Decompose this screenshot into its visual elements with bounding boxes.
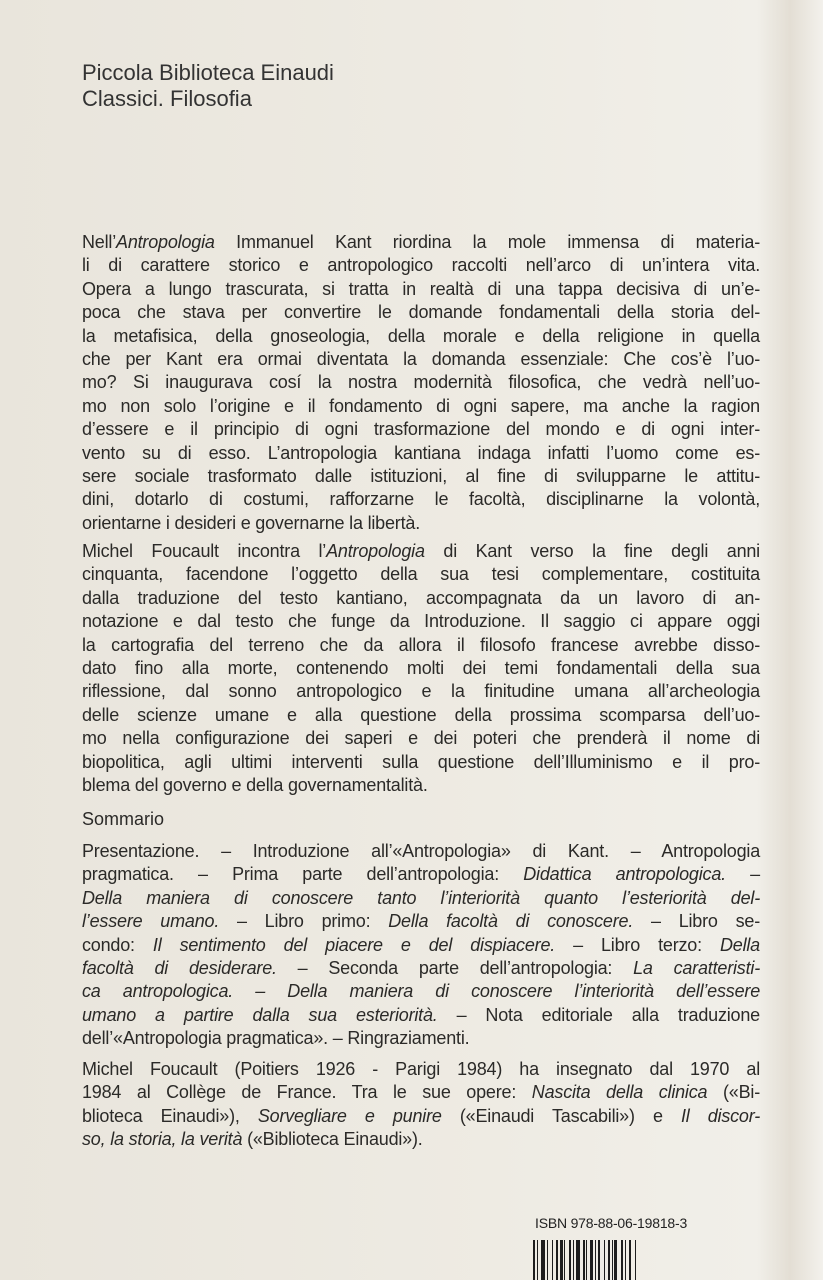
text-segment: la cartografia del terreno che da allora il filosofo francese avrebbe disso- (82, 634, 760, 655)
text-line (82, 395, 760, 418)
text-segment: cinquanta, facendone l’oggetto della sua tesi complementare, costituita (82, 564, 760, 585)
text-segment: Michel Foucault incontra l’ (82, 541, 327, 561)
text-line (82, 934, 760, 957)
italic-text: Della (719, 934, 760, 955)
italic-text: so, la storia, la verità (82, 1129, 243, 1150)
text-segment: Opera a lungo trascurata, si tratta in realtà di una tappa decisiva di un’e- (82, 278, 760, 299)
text-segment: («Biblioteca Einaudi»). (242, 1129, 423, 1150)
text-segment: delle scienze umane e alla questione della prossima scomparsa dell’uo- (82, 704, 760, 725)
text-line (82, 840, 760, 863)
text-segment: blema del governo e della governamentalità. (82, 774, 428, 795)
text-line (82, 704, 760, 727)
text-line (82, 610, 760, 633)
italic-text: Della facoltà di conoscere. (388, 911, 634, 932)
text-segment: dini, dotarlo di costumi, rafforzarne le facoltà, disciplinarne la volontà, (82, 489, 760, 510)
text-line (82, 863, 760, 886)
italic-text: umano a partire dalla sua esteriorità. (82, 1004, 438, 1025)
text-segment: dalla traduzione del testo kantiano, accompagnata da un lavoro di an- (82, 587, 760, 608)
text-line (82, 278, 760, 301)
text-segment: riflessione, dal sonno antropologico e la finitudine umana all’archeologia (82, 681, 760, 702)
text-segment: («Einaudi Tascabili») e (441, 1105, 681, 1126)
series-title: Piccola Biblioteca Einaudi (82, 60, 334, 85)
text-segment: poca che stava per convertire le domande fondamentali della storia del- (82, 302, 760, 323)
text-line (82, 540, 760, 563)
description-paragraph-1 (82, 231, 760, 535)
text-line (82, 371, 760, 394)
text-segment: blioteca Einaudi»), (82, 1105, 258, 1126)
text-segment: sere sociale trasformato dalle istituzioni, al fine di svilupparne le attitu- (82, 465, 760, 486)
italic-text: La caratteristi- (633, 957, 760, 978)
text-segment: mo? Si inaugurava cosí la nostra modernità filosofica, che vedrà nell’uo- (82, 372, 760, 393)
description-paragraph-2 (82, 540, 760, 797)
text-segment: che per Kant era ormai diventata la domanda essenziale: Che cos’è l’uo- (82, 348, 760, 369)
text-segment: Presentazione. – Introduzione all’«Antropologia» di Kant. – Antropologia (82, 841, 760, 861)
text-segment: – (725, 864, 760, 885)
barcode (533, 1240, 743, 1280)
text-line (82, 587, 760, 610)
italic-text: Il discor- (680, 1105, 760, 1126)
summary-contents (82, 840, 760, 1051)
text-line (82, 1027, 760, 1050)
text-segment: pragmatica. – Prima parte dell’antropologia: (82, 864, 524, 885)
text-line (82, 348, 760, 371)
text-line (82, 980, 760, 1003)
text-segment: dato fino alla morte, contenendo molti dei temi fondamentali della sua (82, 657, 760, 678)
barcode-bar (636, 1240, 638, 1280)
text-line (82, 680, 760, 703)
italic-text: Il sentimento del piacere e del dispiacere. (152, 934, 556, 955)
text-segment: dell’«Antropologia pragmatica». – Ringraziamenti. (82, 1028, 470, 1049)
italic-text: Didattica antropologica. (523, 864, 726, 885)
italic-text: Della maniera di conoscere tanto l’interiorità quanto l’esteriorità del- (82, 887, 760, 908)
italic-text: Sorvegliare e punire (257, 1105, 442, 1126)
text-segment: li di carattere storico e antropologico raccolti nell’arco di un’intera vita. (82, 255, 760, 276)
text-segment: – Libro terzo: (555, 934, 720, 955)
text-segment: – Seconda parte dell’antropologia: (276, 957, 634, 978)
text-segment: orientarne i desideri e governarne la libertà. (82, 512, 421, 533)
text-line (82, 957, 760, 980)
text-line (82, 301, 760, 324)
text-line (82, 1058, 760, 1081)
italic-text: Nascita della clinica (531, 1082, 708, 1103)
text-line (82, 488, 760, 511)
text-line (82, 563, 760, 586)
text-line (82, 231, 760, 254)
text-line (82, 512, 760, 535)
text-segment: vento su di esso. L’antropologia kantiana indaga infatti l’uomo come es- (82, 442, 760, 463)
italic-text: facoltà di desiderare. (82, 957, 277, 978)
text-segment: 1984 al Collège de France. Tra le sue opere: (82, 1082, 532, 1103)
text-segment: la metafisica, della gnoseologia, della morale e della religione in quella (82, 325, 760, 346)
text-segment: – Libro primo: (219, 911, 389, 932)
isbn-number: ISBN 978-88-06-19818-3 (535, 1215, 688, 1231)
text-segment: Immanuel Kant riordina la mole immensa di materia- (214, 232, 760, 252)
text-line (82, 634, 760, 657)
text-line (82, 774, 760, 797)
text-line (82, 887, 760, 910)
text-line (82, 254, 760, 277)
text-segment: notazione e dal testo che funge da Introduzione. Il saggio ci appare oggi (82, 611, 760, 632)
text-line (82, 1128, 760, 1151)
text-segment: mo non solo l’origine e il fondamento di ogni sapere, ma anche la ragion (82, 395, 760, 416)
text-segment: Nell’ (82, 232, 117, 252)
summary-heading: Sommario (82, 809, 165, 829)
text-segment: biopolitica, agli ultimi interventi sulla questione dell’Illuminismo e il pro- (82, 751, 760, 772)
text-line (82, 325, 760, 348)
text-segment: condo: (82, 934, 153, 955)
text-line (82, 418, 760, 441)
text-segment: d’essere e il principio di ogni trasformazione del mondo e di ogni inter- (82, 419, 760, 440)
text-line (82, 751, 760, 774)
italic-text: Antropologia (116, 232, 215, 252)
text-line (82, 727, 760, 750)
text-segment: Michel Foucault (Poitiers 1926 - Parigi 1984) ha insegnato dal 1970 al (82, 1059, 760, 1079)
author-bio (82, 1058, 760, 1152)
text-line (82, 1105, 760, 1128)
text-line (82, 442, 760, 465)
text-line (82, 657, 760, 680)
italic-text: ca antropologica. – Della maniera di conoscere l’interiorità dell’essere (82, 981, 760, 1002)
italic-text: l’essere umano. (82, 911, 220, 932)
series-subtitle: Classici. Filosofia (82, 86, 252, 111)
text-segment: mo nella configurazione dei saperi e dei poteri che prenderà il nome di (82, 728, 760, 749)
text-line (82, 1081, 760, 1104)
text-segment: («Bi- (707, 1082, 760, 1103)
series-name (82, 60, 334, 112)
text-segment: – Nota editoriale alla traduzione (437, 1004, 760, 1025)
italic-text: Antropologia (326, 541, 425, 561)
text-segment: di Kant verso la fine degli anni (424, 541, 760, 561)
text-segment: – Libro se- (633, 911, 760, 932)
text-line (82, 465, 760, 488)
text-line (82, 910, 760, 933)
text-line (82, 1004, 760, 1027)
